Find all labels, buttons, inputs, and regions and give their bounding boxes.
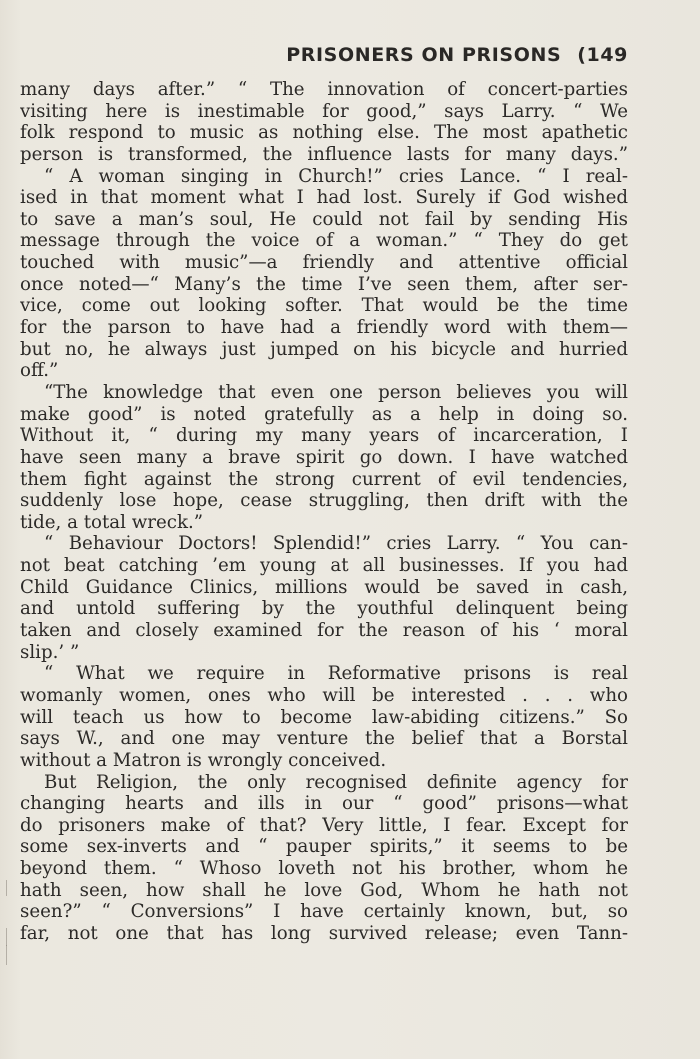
text-line: changing hearts and ills in our “ good” prisons—what bbox=[20, 793, 628, 815]
text-line: says W., and one may venture the belief that a Borstal bbox=[20, 728, 628, 750]
text-line: ised in that moment what I had lost. Surely if God wished bbox=[20, 187, 628, 209]
text-line: some sex-inverts and “ pauper spirits,” it seems to be bbox=[20, 836, 628, 858]
text-line: them fight against the strong current of evil tendencies, bbox=[20, 468, 628, 490]
text-line: seen?” “ Conversions” I have certainly known, but, so bbox=[20, 901, 628, 923]
text-line: make good” is noted gratefully as a help in doing so. bbox=[20, 403, 628, 425]
text-line: message through the voice of a woman.” “ They do get bbox=[20, 230, 628, 252]
text-line: without a Matron is wrongly conceived. bbox=[20, 749, 387, 771]
text-line: tide, a total wreck.” bbox=[20, 511, 204, 533]
text-line: vice, come out looking softer. That would be the time bbox=[20, 295, 628, 317]
text-line: “ Behaviour Doctors! Splendid!” cries Larry. “ You can- bbox=[44, 533, 628, 555]
text-line: “ What we require in Reformative prisons is real bbox=[44, 663, 628, 685]
text-line: Without it, “ during my many years of incarceration, I bbox=[20, 425, 628, 447]
text-line: and untold suffering by the youthful delinquent being bbox=[20, 598, 628, 620]
text-line: to save a man’s soul, He could not fail by sending His bbox=[20, 208, 628, 230]
text-line: suddenly lose hope, cease struggling, then drift with the bbox=[20, 490, 628, 512]
text-line: person is transformed, the influence lasts for many days.” bbox=[20, 143, 628, 165]
running-head bbox=[286, 44, 628, 66]
text-line: Child Guidance Clinics, millions would be saved in cash, bbox=[20, 576, 628, 598]
text-line: for the parson to have had a friendly word with them— bbox=[20, 317, 628, 339]
text-line: slip.’ ” bbox=[20, 641, 80, 663]
text-line: not beat catching ’em young at all businesses. If you had bbox=[20, 555, 628, 577]
text-line: folk respond to music as nothing else. The most apathetic bbox=[20, 122, 628, 144]
text-line: but no, he always just jumped on his bicycle and hurried bbox=[20, 338, 628, 360]
text-line: visiting here is inestimable for good,” says Larry. “ We bbox=[20, 100, 628, 122]
text-line: once noted—“ Many’s the time I’ve seen them, after ser- bbox=[20, 273, 628, 295]
text-line: have seen many a brave spirit go down. I have watched bbox=[20, 446, 628, 468]
text-line: will teach us how to become law-abiding citizens.” So bbox=[20, 706, 628, 728]
gutter-mark bbox=[6, 880, 7, 896]
text-line: off.” bbox=[20, 360, 59, 382]
text-line: touched with music”—a friendly and attentive official bbox=[20, 252, 628, 274]
text-line: do prisoners make of that? Very little, I fear. Except for bbox=[20, 814, 628, 836]
gutter-mark bbox=[6, 928, 7, 946]
gutter-mark bbox=[6, 945, 7, 965]
text-line: “The knowledge that even one person believes you will bbox=[44, 381, 628, 403]
page-number: (149 bbox=[577, 44, 628, 66]
text-line: “ A woman singing in Church!” cries Lance. “ I real- bbox=[44, 165, 628, 187]
text-line: many days after.” “ The innovation of concert-parties bbox=[20, 79, 628, 100]
text-line: But Religion, the only recognised definite agency for bbox=[44, 771, 628, 793]
text-line: beyond them. “ Whoso loveth not his brother, whom he bbox=[20, 858, 628, 880]
body-text bbox=[20, 79, 628, 945]
text-line: hath seen, how shall he love God, Whom he hath not bbox=[20, 879, 628, 901]
text-line: far, not one that has long survived release; even Tann- bbox=[20, 922, 628, 944]
running-head-title: PRISONERS ON PRISONS bbox=[286, 44, 562, 66]
text-line: womanly women, ones who will be interested . . . who bbox=[20, 684, 628, 706]
text-line: taken and closely examined for the reason of his ‘ moral bbox=[20, 620, 628, 642]
